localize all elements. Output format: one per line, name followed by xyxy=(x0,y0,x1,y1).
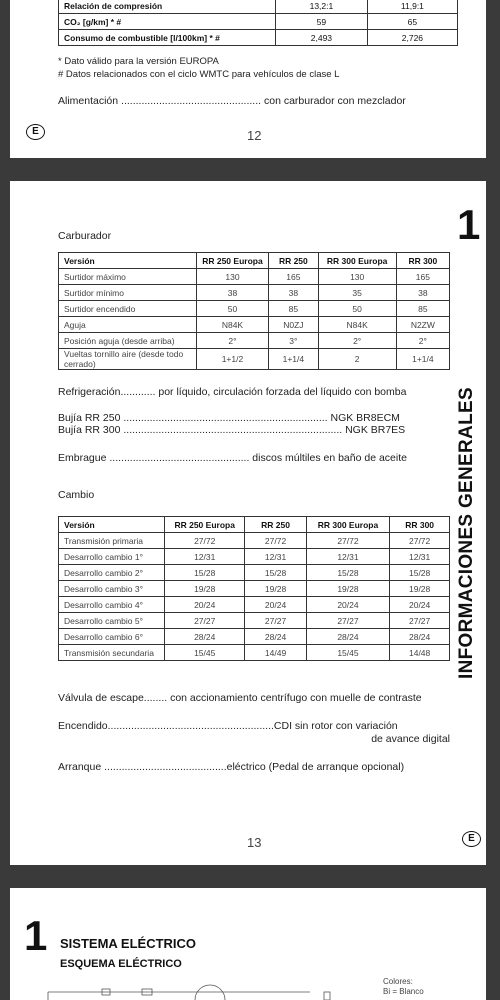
table-cell: 12/31 xyxy=(165,549,245,565)
table-cell: 20/24 xyxy=(306,597,390,613)
row-label: Relación de compresión xyxy=(59,0,276,14)
table-cell: 27/72 xyxy=(165,533,245,549)
chapter-number: 1 xyxy=(24,912,48,959)
valvula-escape-line: Válvula de escape........ con accionamiento centrífugo con muelle de contraste xyxy=(58,692,422,704)
refrigeracion-line: Refrigeración............ por líquido, circulación forzada del líquido con bomba xyxy=(58,386,407,398)
table-cell: 15/28 xyxy=(306,565,390,581)
table-cell: 2° xyxy=(396,333,449,349)
table-row xyxy=(59,269,450,285)
table-cell: 2 xyxy=(318,349,396,370)
page-number: 12 xyxy=(247,128,262,143)
table-cell: 14/49 xyxy=(245,645,306,661)
table-cell: 28/24 xyxy=(306,629,390,645)
table-cell: 38 xyxy=(269,285,318,301)
table-cell: 19/28 xyxy=(306,581,390,597)
page-number: 13 xyxy=(247,835,262,850)
table-cell: 50 xyxy=(318,301,396,317)
table-cell: 2° xyxy=(318,333,396,349)
column-header: RR 250 Europa xyxy=(165,517,245,533)
column-header: RR 250 Europa xyxy=(196,253,268,269)
column-header: RR 250 xyxy=(245,517,306,533)
row-label: Surtidor mínimo xyxy=(59,285,197,301)
table-cell: N84K xyxy=(318,317,396,333)
table-cell: 19/28 xyxy=(245,581,306,597)
column-header: RR 300 Europa xyxy=(306,517,390,533)
table-row xyxy=(59,14,458,30)
carburador-table xyxy=(58,252,450,370)
column-header: RR 300 xyxy=(396,253,449,269)
table-row xyxy=(59,301,450,317)
chapter-number: 1 xyxy=(457,201,481,248)
table-cell: 50 xyxy=(196,301,268,317)
table-cell: 12/31 xyxy=(245,549,306,565)
encendido-line-2: de avance digital xyxy=(371,733,450,745)
row-label: Desarrollo cambio 1° xyxy=(59,549,165,565)
table-row xyxy=(59,629,450,645)
table-cell: 35 xyxy=(318,285,396,301)
colors-legend-blanco: Bi = Blanco xyxy=(383,987,424,996)
carburador-title: Carburador xyxy=(58,230,112,242)
table-cell: 1+1/4 xyxy=(396,349,449,370)
row-label: Desarrollo cambio 4° xyxy=(59,597,165,613)
table-row xyxy=(59,549,450,565)
row-label: Surtidor máximo xyxy=(59,269,197,285)
table-cell: 130 xyxy=(196,269,268,285)
table-cell: 165 xyxy=(269,269,318,285)
column-header: Versión xyxy=(59,517,165,533)
arranque-line: Arranque ..........................................eléctrico (Pedal de arranque opcional) xyxy=(58,761,405,773)
row-label: Consumo de combustible [l/100km] * # xyxy=(59,30,276,46)
table-cell: 15/45 xyxy=(165,645,245,661)
table-cell: 15/45 xyxy=(306,645,390,661)
table-cell: 19/28 xyxy=(390,581,450,597)
row-label: Desarrollo cambio 2° xyxy=(59,565,165,581)
table-row xyxy=(59,581,450,597)
column-header: RR 300 xyxy=(390,517,450,533)
bujia-rr250-line: Bujía RR 250 ...................................................................... NGK BR8ECM xyxy=(58,412,400,424)
table-row xyxy=(59,565,450,581)
table-cell: 27/72 xyxy=(245,533,306,549)
table-cell: 28/24 xyxy=(245,629,306,645)
table-cell: 27/27 xyxy=(245,613,306,629)
chapter-side-title: INFORMACIONES GENERALES xyxy=(456,387,477,679)
table-cell: 2,726 xyxy=(367,30,457,46)
section-title: SISTEMA ELÉCTRICO xyxy=(60,936,197,951)
table-cell: 11,9:1 xyxy=(367,0,457,14)
column-header: RR 300 Europa xyxy=(318,253,396,269)
note-wmtc: # Datos relacionados con el ciclo WMTC para vehículos de clase L xyxy=(58,69,340,80)
table-cell: 65 xyxy=(367,14,457,30)
table-row xyxy=(59,30,458,46)
table-cell: 20/24 xyxy=(165,597,245,613)
table-row xyxy=(59,285,450,301)
table-cell: 28/24 xyxy=(165,629,245,645)
row-label: Aguja xyxy=(59,317,197,333)
table-cell: 2° xyxy=(196,333,268,349)
table-row xyxy=(59,645,450,661)
table-row xyxy=(59,349,450,370)
table-cell: 19/28 xyxy=(165,581,245,597)
table-cell: 27/27 xyxy=(165,613,245,629)
wiring-diagram xyxy=(10,888,486,1000)
page-14 xyxy=(10,888,486,1000)
cambio-title: Cambio xyxy=(58,489,95,501)
table-cell: 12/31 xyxy=(306,549,390,565)
table-cell: 1+1/2 xyxy=(196,349,268,370)
table-cell: 38 xyxy=(196,285,268,301)
table-cell: 130 xyxy=(318,269,396,285)
table-cell: 2,493 xyxy=(276,30,368,46)
table-cell: 15/28 xyxy=(390,565,450,581)
table-row xyxy=(59,0,458,14)
table-cell: 27/72 xyxy=(390,533,450,549)
row-label: CO₂ [g/km] * # xyxy=(59,14,276,30)
table-cell: 165 xyxy=(396,269,449,285)
row-label: Surtidor encendido xyxy=(59,301,197,317)
table-cell: 27/27 xyxy=(306,613,390,629)
table-cell: 15/28 xyxy=(165,565,245,581)
row-label: Desarrollo cambio 5° xyxy=(59,613,165,629)
encendido-line: Encendido.........................................................CDI sin rotor con variación xyxy=(58,720,398,732)
table-cell: 85 xyxy=(396,301,449,317)
table-cell: 59 xyxy=(276,14,368,30)
table-cell: 3° xyxy=(269,333,318,349)
table-row xyxy=(59,333,450,349)
bujia-rr300-line: Bujía RR 300 ........................................................................... NGK BR7ES xyxy=(58,424,406,436)
row-label: Posición aguja (desde arriba) xyxy=(59,333,197,349)
colors-legend-label: Colores: xyxy=(383,977,413,986)
table-cell: 85 xyxy=(269,301,318,317)
note-europe: * Dato válido para la versión EUROPA xyxy=(58,56,219,67)
row-label: Transmisión primaria xyxy=(59,533,165,549)
table-row xyxy=(59,533,450,549)
table-cell: 20/24 xyxy=(245,597,306,613)
language-badge: E xyxy=(26,124,45,140)
table-cell: 12/31 xyxy=(390,549,450,565)
table-cell: 13,2:1 xyxy=(276,0,368,14)
column-header: Versión xyxy=(59,253,197,269)
page-13 xyxy=(10,181,486,865)
table-row xyxy=(59,597,450,613)
column-header: RR 250 xyxy=(269,253,318,269)
section-subtitle: ESQUEMA ELÉCTRICO xyxy=(60,958,182,970)
table-cell: 27/27 xyxy=(390,613,450,629)
table-cell: 20/24 xyxy=(390,597,450,613)
table-cell: 14/48 xyxy=(390,645,450,661)
table-cell: N84K xyxy=(196,317,268,333)
table-cell: 15/28 xyxy=(245,565,306,581)
table-row xyxy=(59,317,450,333)
row-label: Transmisión secundaria xyxy=(59,645,165,661)
table-cell: 27/72 xyxy=(306,533,390,549)
table-cell: 1+1/4 xyxy=(269,349,318,370)
table-cell: N0ZJ xyxy=(269,317,318,333)
embrague-line: Embrague ................................................ discos múltiles en baño de aceite xyxy=(58,452,407,464)
table-cell: N2ZW xyxy=(396,317,449,333)
alimentacion-line: Alimentación ................................................ con carburador con mezclador xyxy=(58,95,406,107)
row-label: Desarrollo cambio 6° xyxy=(59,629,165,645)
table-cell: 28/24 xyxy=(390,629,450,645)
row-label: Vueltas tornillo aire (desde todo cerrado) xyxy=(59,349,197,370)
page-12 xyxy=(10,0,486,158)
table-cell: 38 xyxy=(396,285,449,301)
row-label: Desarrollo cambio 3° xyxy=(59,581,165,597)
language-badge: E xyxy=(462,831,481,847)
cambio-table xyxy=(58,516,450,661)
compression-consumption-table xyxy=(58,0,458,46)
table-row xyxy=(59,613,450,629)
